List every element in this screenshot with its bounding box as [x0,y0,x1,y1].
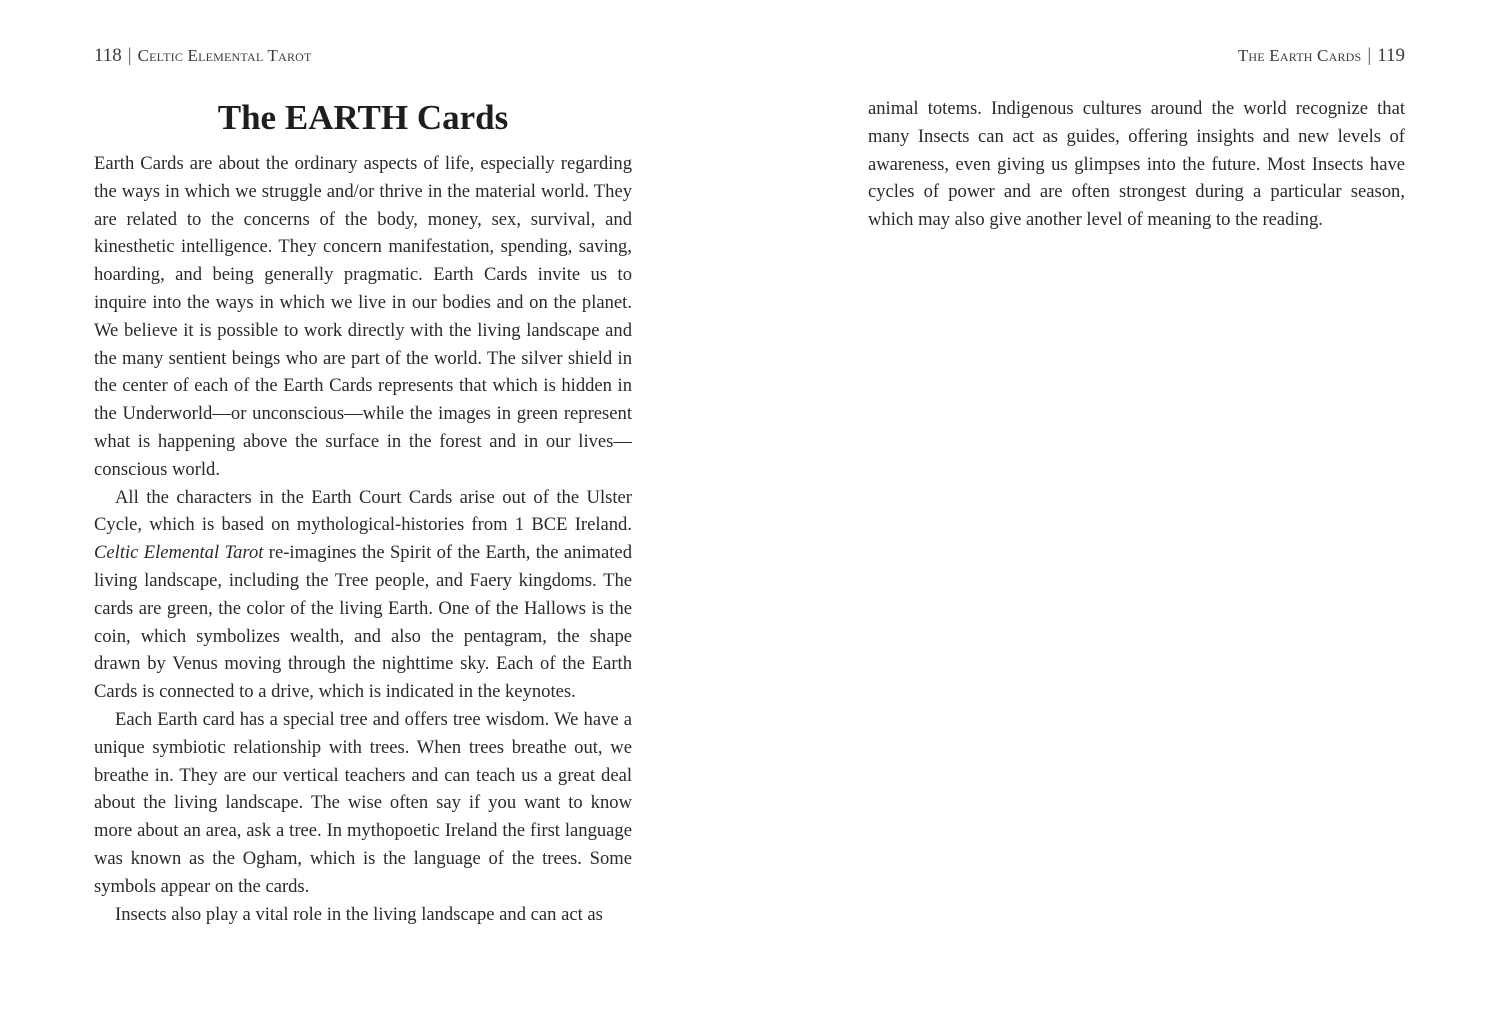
paragraph-insects-continued: animal totems. Indigenous cultures around the world recognize that many Insects can act as guides, offering insights and new levels of awareness, even giving us glimpses into the future. Most Insects have cycles of power and are often strongest during a particular season, which may also give another level of meaning to the reading. [868,98,1405,231]
paragraph-court-cards [94,484,632,706]
right-running-head [1238,44,1405,68]
book-title-italic: Celtic Elemental Tarot [94,542,264,564]
left-running-head [94,44,312,68]
left-header-separator: | [127,45,132,66]
paragraph-court-cards-part-b: re-imagines the Spirit of the Earth, the animated living landscape, including the Tree people, and Faery kingdoms. The cards are green, the color of the living Earth. One of the Hallows is the coin, which symbolizes wealth, and also the pentagram, the shape drawn by Venus moving through the nighttime sky. Each of the Earth Cards is connected to a drive, which is indicated in the keynotes. [94,542,632,703]
right-section-title: The Earth Cards [1237,46,1362,65]
paragraph-court-cards-part-a: All the characters in the Earth Court Cards arise out of the Ulster Cycle, which is based on mythological-histories from 1 BCE Ireland. [94,486,632,536]
right-page [750,0,1500,1031]
left-body-text [94,150,632,928]
right-header-separator: | [1367,45,1372,66]
paragraph-earth-cards-intro: Earth Cards are about the ordinary aspects of life, especially regarding the ways in which we struggle and/or thrive in the material world. They are related to the concerns of the body, money, sex, survival, and kinesthetic intelligence. They concern manifestation, spending, saving, hoarding, and being generally pragmatic. Earth Cards invite us to inquire into the ways in which we live in our bodies and on the planet. We believe it is possible to work directly with the living landscape and the many sentient beings who are part of the world. The silver shield in the center of each of the Earth Cards represents that which is hidden in the Underworld—or unconscious—while the images in green represent what is happening above the surface in the forest and in our lives—conscious world. [94,153,632,480]
right-body-text [868,95,1405,234]
right-page-number: 119 [1377,45,1405,66]
left-page-number: 118 [94,45,122,66]
chapter-title: The EARTH Cards [217,98,509,137]
paragraph-tree-wisdom: Each Earth card has a special tree and offers tree wisdom. We have a unique symbiotic relationship with trees. When trees breathe out, we breathe in. They are our vertical teachers and can teach us a great deal about the living landscape. The wise often say if you want to know more about an area, ask a tree. In mythopoetic Ireland the first language was known as the Ogham, which is the language of the trees. Some symbols appear on the cards. [94,708,632,897]
left-book-title: Celtic Elemental Tarot [137,46,312,65]
paragraph-insects-start: Insects also play a vital role in the living landscape and can act as [115,903,603,925]
